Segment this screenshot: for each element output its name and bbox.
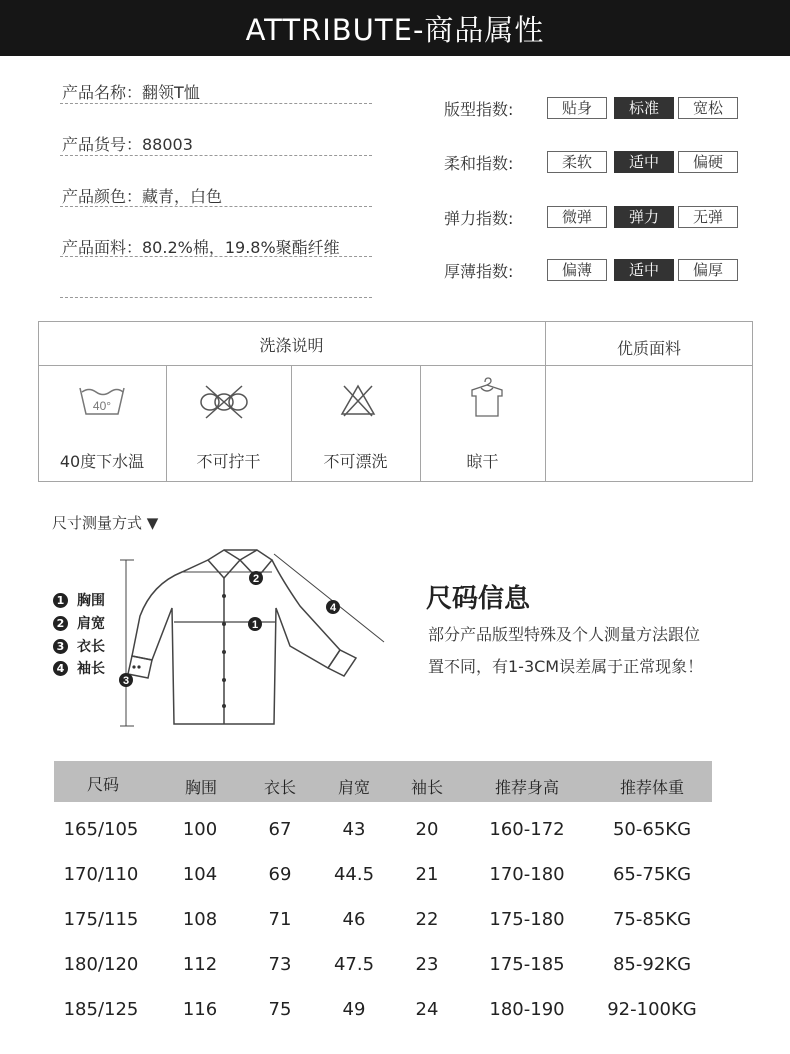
cell-chest: 116: [182, 999, 218, 1020]
cell-length: 67: [268, 819, 292, 840]
legend-number-badge: 4: [53, 661, 68, 676]
care-label-wring: 不可拧干: [196, 452, 261, 471]
cell-shoulder: 49: [342, 999, 366, 1020]
svg-text:1: 1: [251, 619, 259, 631]
legend-number-badge: 1: [53, 593, 68, 608]
cell-sleeve: 22: [415, 909, 439, 930]
header-sleeve: 袖长: [410, 778, 443, 797]
divider: [60, 297, 372, 298]
legend-label: 袖长: [77, 661, 105, 677]
cell-sleeve: 20: [415, 819, 439, 840]
cell-shoulder: 44.5: [333, 864, 375, 885]
header-height: 推荐身高: [494, 778, 559, 797]
cell-height: 175-185: [489, 954, 565, 975]
cell-size: 180/120: [63, 954, 139, 975]
product-fabric: 产品面料：80.2%棉，19.8%聚酯纤维: [62, 238, 340, 257]
care-label-bleach: 不可漂洗: [323, 452, 388, 471]
fit-option: 宽松: [678, 97, 738, 119]
cell-sleeve: 24: [415, 999, 439, 1020]
cell-shoulder: 46: [342, 909, 366, 930]
cell-height: 175-180: [489, 909, 565, 930]
page-header: [0, 0, 790, 56]
thickness-option-selected: 适中: [614, 259, 674, 281]
product-name: 产品名称：翻领T恤: [62, 83, 200, 102]
cell-height: 160-172: [489, 819, 565, 840]
cell-shoulder: 43: [342, 819, 366, 840]
divider: [38, 365, 753, 366]
fit-option-selected: 标准: [614, 97, 674, 119]
legend-label: 肩宽: [77, 616, 105, 632]
svg-text:3: 3: [122, 675, 130, 687]
product-color: 产品颜色：藏青，白色: [62, 187, 223, 206]
elasticity-option: 微弹: [547, 206, 607, 228]
elasticity-option: 无弹: [678, 206, 738, 228]
legend-item: [53, 590, 105, 610]
no-bleach-icon: [338, 380, 378, 420]
cell-sleeve: 23: [415, 954, 439, 975]
cell-weight: 92-100KG: [607, 999, 697, 1020]
cell-size: 170/110: [63, 864, 139, 885]
header-shoulder: 肩宽: [337, 778, 370, 797]
cell-weight: 85-92KG: [612, 954, 692, 975]
cell-length: 69: [268, 864, 292, 885]
cell-size: 165/105: [63, 819, 139, 840]
divider: [60, 155, 372, 156]
size-info-text-line1: 部分产品版型特殊及个人测量方法跟位: [428, 625, 701, 644]
fit-index-label: 版型指数:: [444, 100, 514, 119]
svg-text:2: 2: [252, 573, 260, 585]
shirt-measure-diagram: [112, 546, 392, 732]
softness-option: 柔软: [547, 151, 607, 173]
legend-number-badge: 3: [53, 639, 68, 654]
elasticity-index-label: 弹力指数:: [444, 209, 514, 228]
cell-weight: 50-65KG: [612, 819, 692, 840]
legend-item: [53, 613, 105, 633]
cell-length: 75: [268, 999, 292, 1020]
cell-weight: 65-75KG: [612, 864, 692, 885]
cell-chest: 100: [182, 819, 218, 840]
care-label-dry: 晾干: [466, 452, 499, 471]
cell-height: 170-180: [489, 864, 565, 885]
divider: [60, 206, 372, 207]
line-dry-icon: [466, 376, 508, 420]
no-wring-icon: [198, 382, 250, 422]
legend-item: [53, 636, 105, 656]
product-sku: 产品货号：88003: [62, 135, 193, 154]
cell-chest: 104: [182, 864, 218, 885]
elasticity-option-selected: 弹力: [614, 206, 674, 228]
header-title: ATTRIBUTE-商品属性: [245, 12, 545, 47]
cell-height: 180-190: [489, 999, 565, 1020]
softness-index-label: 柔和指数:: [444, 154, 514, 173]
divider: [60, 103, 372, 104]
size-info-title: 尺码信息: [426, 584, 531, 614]
divider: [60, 256, 372, 257]
fit-option: 贴身: [547, 97, 607, 119]
cell-chest: 108: [182, 909, 218, 930]
legend-label: 胸围: [77, 593, 105, 609]
svg-text:4: 4: [329, 602, 337, 614]
cell-length: 71: [268, 909, 292, 930]
wash-temp-text: 40°: [92, 399, 112, 413]
header-chest: 胸围: [184, 778, 217, 797]
thickness-option: 偏厚: [678, 259, 738, 281]
cell-size: 175/115: [63, 909, 139, 930]
cell-shoulder: 47.5: [333, 954, 375, 975]
header-weight: 推荐体重: [619, 778, 684, 797]
header-length: 衣长: [263, 778, 296, 797]
legend-item: [53, 658, 105, 678]
care-label-wash: 40度下水温: [59, 452, 145, 471]
measure-title: 尺寸测量方式 ▼: [52, 514, 159, 532]
cell-weight: 75-85KG: [612, 909, 692, 930]
size-info-text-line2: 置不同，有1-3CM误差属于正常现象！: [428, 657, 704, 676]
cell-chest: 112: [182, 954, 218, 975]
wash-40-icon: [76, 382, 128, 420]
softness-option-selected: 适中: [614, 151, 674, 173]
header-size: 尺码: [86, 775, 119, 794]
fabric-title: 优质面料: [616, 339, 681, 358]
care-title: 洗涤说明: [259, 336, 324, 355]
softness-option: 偏硬: [678, 151, 738, 173]
cell-length: 73: [268, 954, 292, 975]
legend-number-badge: 2: [53, 616, 68, 631]
thickness-option: 偏薄: [547, 259, 607, 281]
thickness-index-label: 厚薄指数:: [444, 262, 514, 281]
legend-label: 衣长: [77, 639, 105, 655]
cell-size: 185/125: [63, 999, 139, 1020]
cell-sleeve: 21: [415, 864, 439, 885]
